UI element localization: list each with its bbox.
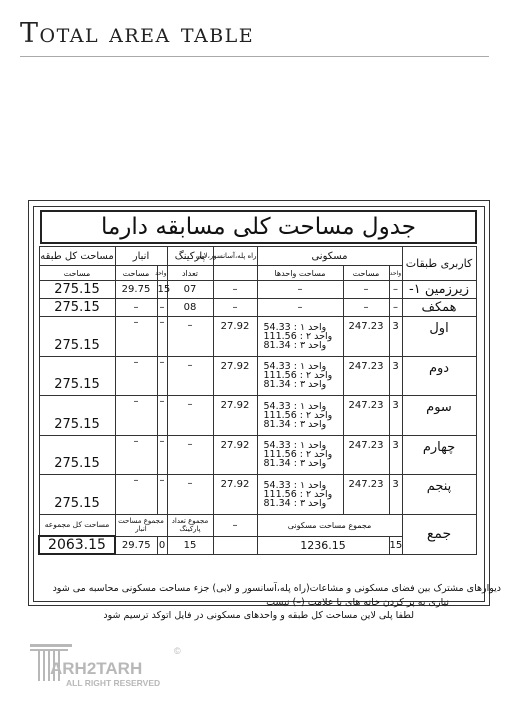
stair-area: 27.92 <box>213 475 257 515</box>
col-storage: انبار <box>115 247 167 266</box>
note-1: دیوارهای مشترک بین فضای مسکونی و مشاعات(راه پله،آسانسور و لابی) جزء مساحت مسکونی محاسبه می شود <box>52 583 501 594</box>
floor-total-area: 275.15 <box>39 299 115 317</box>
floor-name: اول <box>402 317 476 357</box>
res-area: 247.23 <box>343 396 389 436</box>
sub-res-unit: واحد <box>389 266 402 281</box>
storage-count: – <box>157 435 167 475</box>
unit-entry: واحد ۱ : 54.33 <box>263 321 327 333</box>
unit-entry: واحد ۱ : 54.33 <box>263 400 327 412</box>
note-3: لطفا پلی لاین مساحت کل طبقه و واحدهای مسکونی در فایل اتوکد ترسیم شود <box>103 610 414 621</box>
units-area <box>257 281 343 299</box>
table-row <box>39 317 476 357</box>
stair-area: 27.92 <box>213 396 257 436</box>
res-sum-count: 15 <box>389 536 402 554</box>
sub-stair-empty <box>213 266 257 281</box>
total-sum: 2063.15 <box>39 536 115 554</box>
storage-count: – <box>157 356 167 396</box>
units-area <box>257 317 343 357</box>
storage-sum-label: مجموع مساحت انبار <box>115 514 167 536</box>
floor-total-area: 275.15 <box>39 317 115 357</box>
floor-total-area: 275.15 <box>39 356 115 396</box>
unit-entry: – <box>297 284 303 295</box>
table-row <box>39 356 476 396</box>
parking-sum-label: مجموع تعداد پارکینگ <box>167 514 213 536</box>
parking-count: 08 <box>167 299 213 317</box>
arh2tarh-logo <box>30 644 180 690</box>
header-row <box>39 247 476 266</box>
floor-name: دوم <box>402 356 476 396</box>
unit-entry: واحد ۳ : 81.34 <box>263 379 327 391</box>
col-parking: پارکینگ <box>167 247 213 266</box>
res-unit-count: – <box>389 299 402 317</box>
table-row <box>39 299 476 317</box>
unit-entry: واحد ۳ : 81.34 <box>263 458 327 470</box>
table-row <box>39 281 476 299</box>
svg-text:ARH2TARH: ARH2TARH <box>50 659 143 678</box>
stair-area: 27.92 <box>213 356 257 396</box>
sub-storage-unit: واحد <box>157 266 167 281</box>
title-divider <box>20 56 489 57</box>
floor-name: چهارم <box>402 435 476 475</box>
storage-sum-count: 0 <box>157 536 167 554</box>
units-area <box>257 396 343 436</box>
res-unit-count: 3 <box>389 317 402 357</box>
storage-area: – <box>115 435 157 475</box>
parking-count: – <box>167 356 213 396</box>
floor-name: پنجم <box>402 475 476 515</box>
storage-area: 29.75 <box>115 281 157 299</box>
svg-text:ALL RIGHT RESERVED: ALL RIGHT RESERVED <box>66 678 161 688</box>
unit-entry: واحد ۱ : 54.33 <box>263 479 327 491</box>
floor-name: زیرزمین ۱- <box>402 281 476 299</box>
floor-total-area: 275.15 <box>39 435 115 475</box>
storage-area: – <box>115 317 157 357</box>
unit-entry: واحد ۳ : 81.34 <box>263 497 327 509</box>
res-area: 247.23 <box>343 356 389 396</box>
stair-area: 27.92 <box>213 435 257 475</box>
col-stair: راه پله،آسانسور،لابی <box>213 247 257 266</box>
table-row <box>39 475 476 515</box>
unit-entry: واحد ۱ : 54.33 <box>263 361 327 373</box>
sub-units-area: مساحت واحدها <box>257 266 343 281</box>
unit-entry: – <box>297 302 303 313</box>
table-title: جدول مساحت کلی مسابقه دارما <box>40 210 477 244</box>
storage-count: – <box>157 396 167 436</box>
col-residential: مسکونی <box>257 247 402 266</box>
sub-total-area: مساحت <box>39 266 115 281</box>
stair-area: – <box>213 281 257 299</box>
unit-entry: واحد ۳ : 81.34 <box>263 339 327 351</box>
note-2: نیازی به پر کردن خانه های با علامت (–) نیست <box>266 597 449 608</box>
stair-area: – <box>213 299 257 317</box>
res-area: 247.23 <box>343 317 389 357</box>
storage-area: – <box>115 475 157 515</box>
units-area <box>257 435 343 475</box>
floor-name: سوم <box>402 396 476 436</box>
unit-entry: واحد ۲ : 111.56 <box>263 488 333 500</box>
svg-text:©: © <box>174 646 181 656</box>
table-row <box>39 435 476 475</box>
floor-total-area: 275.15 <box>39 281 115 299</box>
units-area <box>257 299 343 317</box>
table-row <box>39 396 476 436</box>
area-table <box>38 246 477 555</box>
stair-sum-empty <box>213 536 257 554</box>
stair-area: 27.92 <box>213 317 257 357</box>
storage-area: – <box>115 396 157 436</box>
floor-total-area: 275.15 <box>39 475 115 515</box>
total-label: مساحت کل مجموعه <box>39 514 115 536</box>
parking-count: 07 <box>167 281 213 299</box>
page-title: Total area table <box>20 18 255 49</box>
col-total: مساحت کل طبقه <box>39 247 115 266</box>
parking-count: – <box>167 396 213 436</box>
parking-count: – <box>167 317 213 357</box>
res-unit-count: 3 <box>389 396 402 436</box>
res-area: – <box>343 281 389 299</box>
res-unit-count: 3 <box>389 356 402 396</box>
storage-count: 15 <box>157 281 167 299</box>
stair-sum: – <box>213 514 257 536</box>
storage-count: – <box>157 475 167 515</box>
res-area: – <box>343 299 389 317</box>
unit-entry: واحد ۲ : 111.56 <box>263 330 333 342</box>
units-area <box>257 475 343 515</box>
sum-label: جمع <box>402 514 476 554</box>
sub-storage-area: مساحت <box>115 266 157 281</box>
res-area: 247.23 <box>343 435 389 475</box>
res-sum-area: 1236.15 <box>257 536 389 554</box>
unit-entry: واحد ۲ : 111.56 <box>263 370 333 382</box>
unit-entry: واحد ۲ : 111.56 <box>263 449 333 461</box>
parking-count: – <box>167 475 213 515</box>
storage-count: – <box>157 299 167 317</box>
sub-res-area: مساحت <box>343 266 389 281</box>
floor-total-area: 275.15 <box>39 396 115 436</box>
res-unit-count: 3 <box>389 435 402 475</box>
res-area: 247.23 <box>343 475 389 515</box>
parking-count: – <box>167 435 213 475</box>
storage-area: – <box>115 299 157 317</box>
unit-entry: واحد ۲ : 111.56 <box>263 409 333 421</box>
parking-sum: 15 <box>167 536 213 554</box>
col-floor: کاربری طبقات <box>402 247 476 281</box>
res-unit-count: 3 <box>389 475 402 515</box>
units-area <box>257 356 343 396</box>
storage-count: – <box>157 317 167 357</box>
sub-parking-count: تعداد <box>167 266 213 281</box>
summary-label-row <box>39 514 476 536</box>
storage-area: – <box>115 356 157 396</box>
res-unit-count: – <box>389 281 402 299</box>
storage-sum-area: 29.75 <box>115 536 157 554</box>
unit-entry: واحد ۳ : 81.34 <box>263 418 327 430</box>
floor-name: همکف <box>402 299 476 317</box>
unit-entry: واحد ۱ : 54.33 <box>263 440 327 452</box>
res-sum-label: مجموع مساحت مسکونی <box>257 514 402 536</box>
